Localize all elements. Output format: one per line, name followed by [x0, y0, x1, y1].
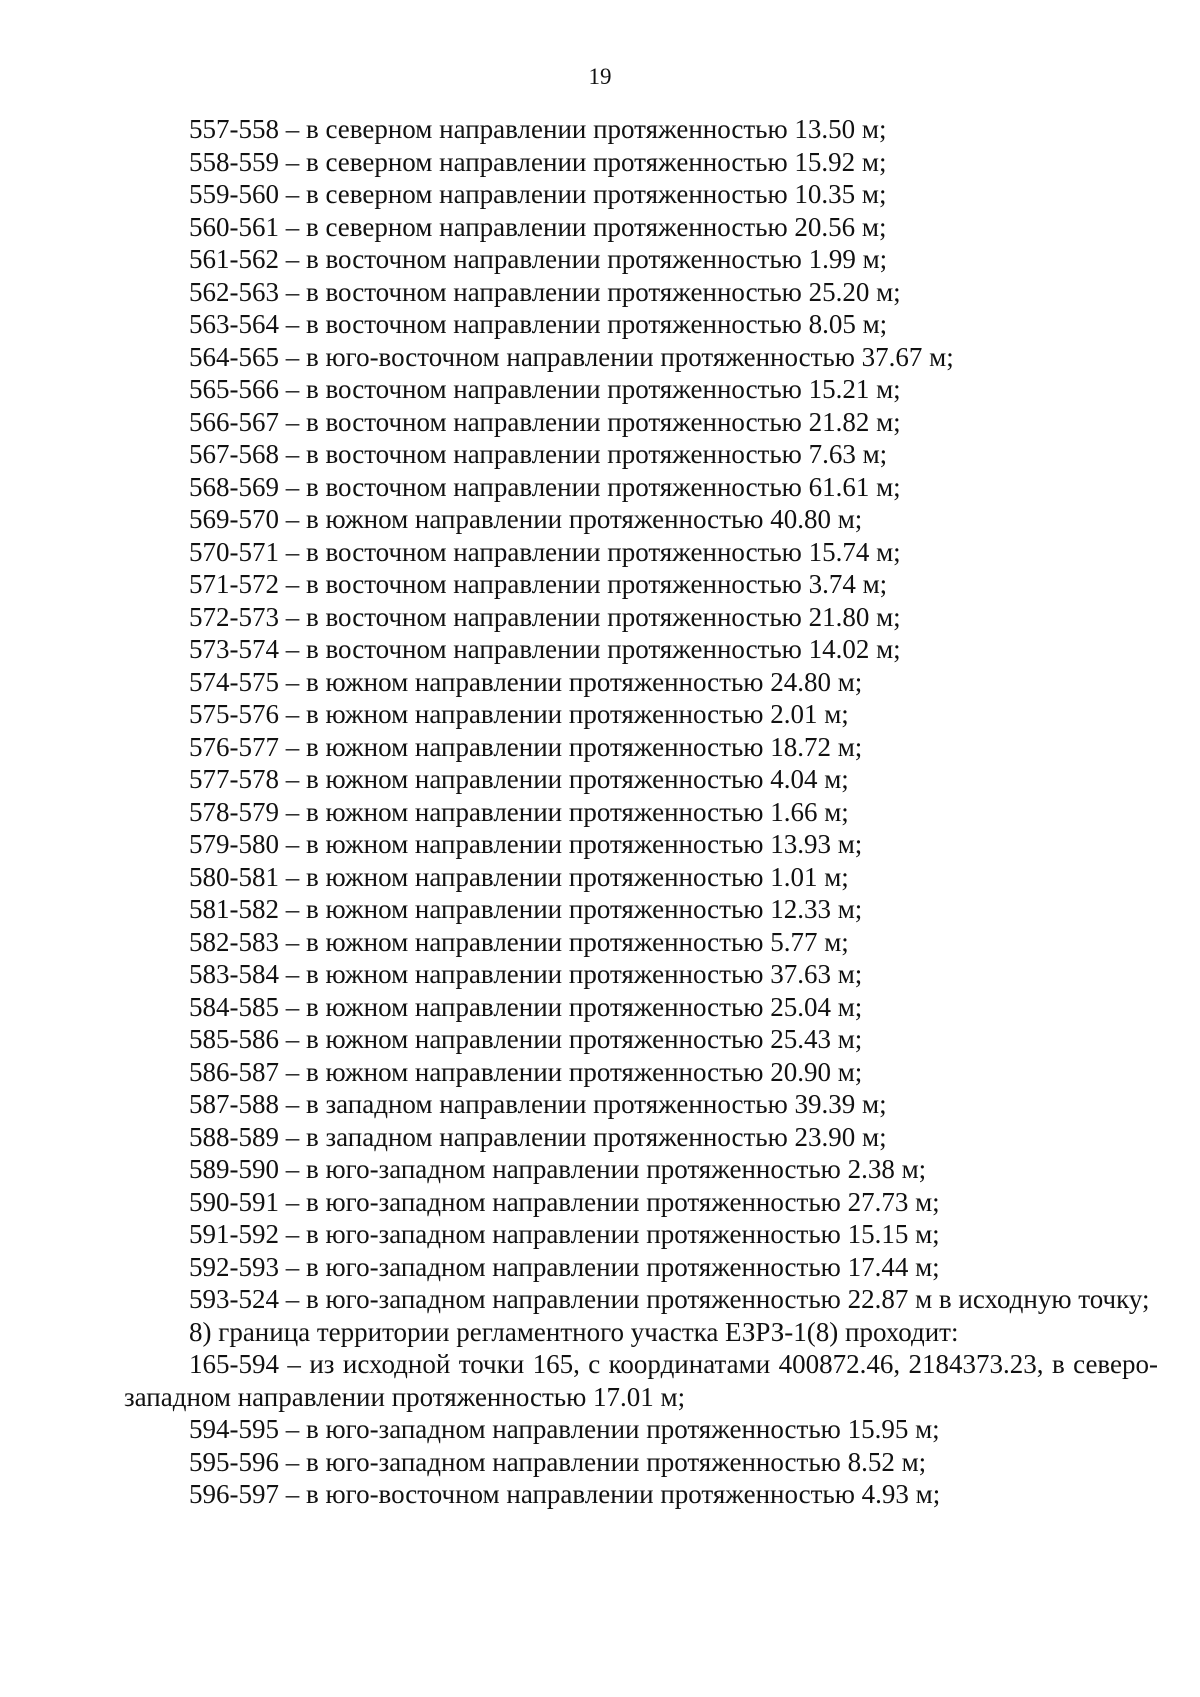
segment-line: 594-595 – в юго-западном направлении протяженностью 15.95 м; — [189, 1414, 940, 1444]
segment-line: 587-588 – в западном направлении протяженностью 39.39 м; — [189, 1089, 887, 1119]
segment-line: 560-561 – в северном направлении протяженностью 20.56 м; — [189, 211, 887, 242]
segment-line: 577-578 – в южном направлении протяженностью 4.04 м; — [189, 764, 849, 794]
segment-line: 563-564 – в восточном направлении протяженностью 8.05 м; — [189, 309, 888, 339]
segment-line: 564-565 – в юго-восточном направлении протяженностью 37.67 м; — [189, 341, 954, 372]
segment-line: 580-581 – в южном направлении протяженностью 1.01 м; — [189, 861, 849, 892]
segment-line: 586-587 – в южном направлении протяженностью 20.90 м; — [189, 1056, 863, 1087]
segment-list-after — [124, 1413, 1158, 1511]
segment-line: 579-580 – в южном направлении протяженностью 13.93 м; — [189, 829, 863, 859]
segment-line: 567-568 – в восточном направлении протяженностью 7.63 м; — [189, 439, 888, 469]
segment-line: 573-574 – в восточном направлении протяженностью 14.02 м; — [189, 634, 901, 664]
segment-line: 559-560 – в северном направлении протяженностью 10.35 м; — [189, 179, 887, 209]
closing-segment-paragraph: 593-524 – в юго-западном направлении протяженностью 22.87 м в исходную точку; — [189, 1284, 1150, 1314]
segment-line: 581-582 – в южном направлении протяженностью 12.33 м; — [189, 894, 863, 924]
segment-line: 583-584 – в южном направлении протяженностью 37.63 м; — [189, 959, 863, 989]
segment-line: 592-593 – в юго-западном направлении протяженностью 17.44 м; — [189, 1251, 940, 1282]
page-number: 19 — [588, 64, 612, 89]
page-content — [124, 113, 1158, 1511]
segment-line: 585-586 – в южном направлении протяженностью 25.43 м; — [189, 1024, 863, 1054]
segment-line: 562-563 – в восточном направлении протяженностью 25.20 м; — [189, 276, 901, 307]
segment-line: 574-575 – в южном направлении протяженностью 24.80 м; — [189, 666, 863, 697]
segment-line: 576-577 – в южном направлении протяженностью 18.72 м; — [189, 731, 863, 762]
segment-line: 565-566 – в восточном направлении протяженностью 15.21 м; — [189, 374, 901, 404]
segment-line: 588-589 – в западном направлении протяженностью 23.90 м; — [189, 1121, 887, 1152]
segment-line: 595-596 – в юго-западном направлении протяженностью 8.52 м; — [189, 1446, 927, 1477]
start-segment-paragraph: 165-594 – из исходной точки 165, с координатами 400872.46, 2184373.23, в северо-западном направлении протяженностью 17.01 м; — [124, 1349, 1158, 1412]
segment-line: 569-570 – в южном направлении протяженностью 40.80 м; — [189, 504, 863, 534]
segment-line: 575-576 – в южном направлении протяженностью 2.01 м; — [189, 699, 849, 729]
segment-line: 568-569 – в восточном направлении протяженностью 61.61 м; — [189, 471, 901, 502]
segment-line: 572-573 – в восточном направлении протяженностью 21.80 м; — [189, 601, 901, 632]
section-heading: 8) граница территории регламентного участка ЕЗРЗ-1(8) проходит: — [189, 1316, 959, 1347]
segment-line: 591-592 – в юго-западном направлении протяженностью 15.15 м; — [189, 1219, 940, 1249]
segment-line: 596-597 – в юго-восточном направлении протяженностью 4.93 м; — [189, 1479, 941, 1509]
segment-line: 561-562 – в восточном направлении протяженностью 1.99 м; — [189, 244, 888, 274]
segment-list — [124, 113, 1158, 1283]
segment-line: 566-567 – в восточном направлении протяженностью 21.82 м; — [189, 406, 901, 437]
segment-line: 571-572 – в восточном направлении протяженностью 3.74 м; — [189, 569, 888, 599]
segment-line: 590-591 – в юго-западном направлении протяженностью 27.73 м; — [189, 1186, 940, 1217]
segment-line: 584-585 – в южном направлении протяженностью 25.04 м; — [189, 991, 863, 1022]
segment-line: 582-583 – в южном направлении протяженностью 5.77 м; — [189, 926, 849, 957]
segment-line: 570-571 – в восточном направлении протяженностью 15.74 м; — [189, 536, 901, 567]
segment-line: 557-558 – в северном направлении протяженностью 13.50 м; — [189, 114, 887, 144]
segment-line: 578-579 – в южном направлении протяженностью 1.66 м; — [189, 796, 849, 827]
segment-line: 558-559 – в северном направлении протяженностью 15.92 м; — [189, 146, 887, 177]
segment-line: 589-590 – в юго-западном направлении протяженностью 2.38 м; — [189, 1154, 927, 1184]
